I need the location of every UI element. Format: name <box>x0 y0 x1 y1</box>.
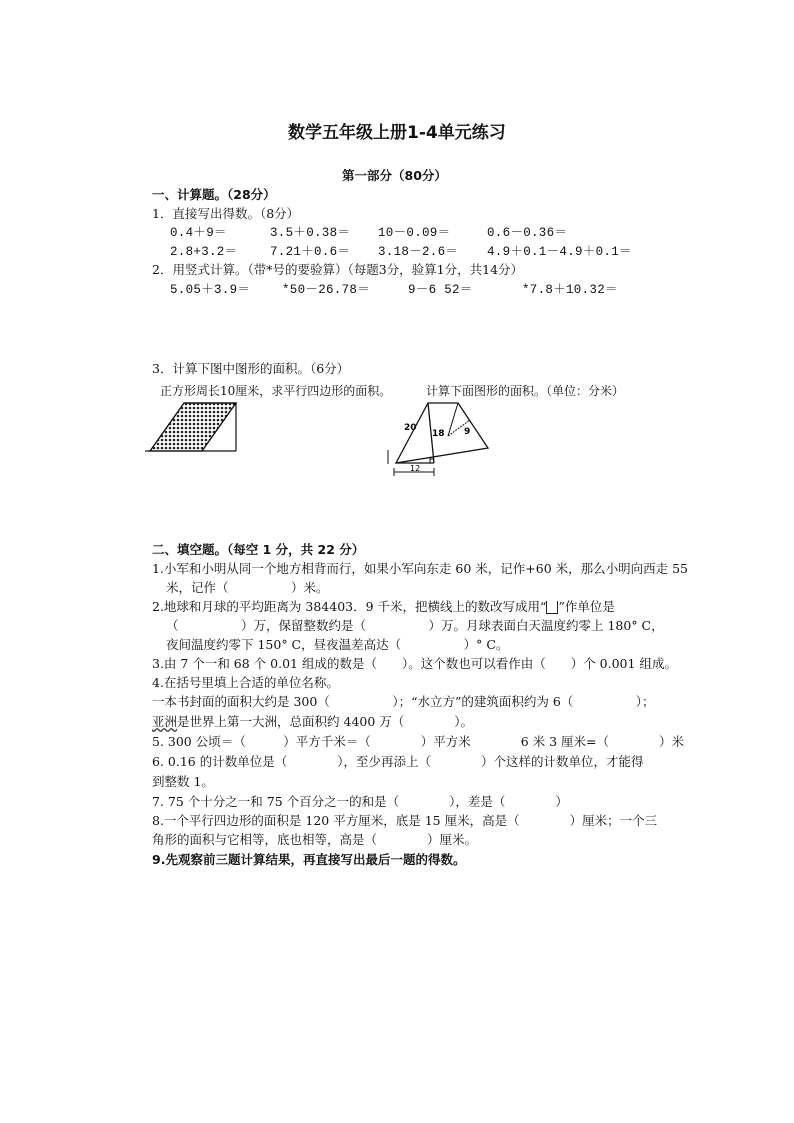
fill-line: 1.小军和小明从同一个地方相背而行，如果小军向东走 60 米，记作+60 米，那么小明向西走 55 <box>152 561 689 576</box>
fill-line-part: 亚洲 <box>152 714 178 729</box>
fig-label: 20 <box>404 423 417 433</box>
q1-label: 1．直接写出得数。（8分） <box>152 206 300 221</box>
q1-item: 10－0.09＝ <box>378 226 451 240</box>
fill-line: 6. 0.16 的计数单位是（ ），至少再添上（ ）个这样的计数单位，才能得 <box>152 754 644 769</box>
part-heading: 第一部分（80分） <box>342 168 447 183</box>
fill-line: 9.先观察前三题计算结果，再直接写出最后一题的得数。 <box>152 852 466 867</box>
fill-line-part: ”作单位是 <box>558 599 615 614</box>
fig-label: 12 <box>410 464 421 473</box>
fill-line-part: 2.地球和月球的平均距离为 384403．9 千米，把横线上的数改写成用“ <box>152 599 547 614</box>
q1-item: 3.18－2.6＝ <box>378 245 459 259</box>
fill-line: 夜间温度约零下 150° C，昼夜温差高达（ ）° C。 <box>166 637 509 652</box>
q2-item: *7.8＋10.32＝ <box>522 283 618 297</box>
fill-line <box>152 597 615 615</box>
page-title: 数学五年级上册1-4单元练习 <box>288 123 506 143</box>
section2-heading: 二、填空题。（每空 1 分，共 22 分） <box>152 542 365 557</box>
q1-item: 4.9＋0.1－4.9＋0.1＝ <box>487 245 632 259</box>
fill-line: 到整数 1。 <box>152 774 214 789</box>
q1-item: 2.8+3.2＝ <box>170 245 238 259</box>
section1-heading: 一、计算题。（28分） <box>152 187 276 202</box>
fill-line-part: 是世界上第一大洲，总面积约 4400 万（ ）。 <box>177 714 474 729</box>
q1-item: 3.5＋0.38＝ <box>270 226 351 240</box>
q2-item: 5.05＋3.9＝ <box>170 283 251 297</box>
composite-figure <box>378 398 498 478</box>
fill-line <box>152 712 473 730</box>
fill-line: 8.一个平行四边形的面积是 120 平方厘米，底是 15 厘米，高是（ ）厘米；一个三 <box>152 813 658 828</box>
fig-label: 18 <box>432 429 445 439</box>
fill-line: 3.由 7 个一和 68 个 0.01 组成的数是（ ）。这个数也可以看作由（ ）个 0.001 组成。 <box>152 656 677 671</box>
q3-right-caption: 计算下面图形的面积。（单位：分米） <box>426 384 625 398</box>
q1-item: 7.21＋0.6＝ <box>270 245 351 259</box>
fig-label: 9 <box>464 427 471 437</box>
placeholder-box <box>546 601 558 614</box>
fill-line: 米，记作（ ）米。 <box>166 580 329 595</box>
fill-line: 角形的面积与它相等，底也相等，高是（ ）厘米。 <box>152 832 478 847</box>
shaded-square <box>150 403 236 451</box>
q3-left-caption: 正方形周长10厘米，求平行四边形的面积。 <box>160 384 392 398</box>
fill-line: 5. 300 公顷＝（ ）平方千米＝（ ）平方米 6 米 3 厘米=（ ）米 <box>152 734 685 749</box>
fill-line: 4.在括号里填上合适的单位名称。 <box>152 675 339 690</box>
fill-line: （ ）万，保留整数约是（ ）万。月球表面白天温度约零上 180° C， <box>166 618 664 633</box>
fill-line: 一本书封面的面积大约是 300（ ）；“水立方”的建筑面积约为 6（ ）； <box>152 694 655 709</box>
q2-item: 9－6 52＝ <box>408 283 473 297</box>
q2-label: 2．用竖式计算。（带*号的要验算）（每题3分，验算1分，共14分） <box>152 262 524 277</box>
q2-item: *50－26.78＝ <box>282 283 371 297</box>
q3-label: 3．计算下图中图形的面积。（6分） <box>152 361 350 376</box>
fill-line: 7. 75 个十分之一和 75 个百分之一的和是（ ），差是（ ） <box>152 794 568 809</box>
parallelogram-figure <box>140 398 248 456</box>
q1-item: 0.4＋9＝ <box>170 226 227 240</box>
q1-item: 0.6－0.36＝ <box>487 226 568 240</box>
